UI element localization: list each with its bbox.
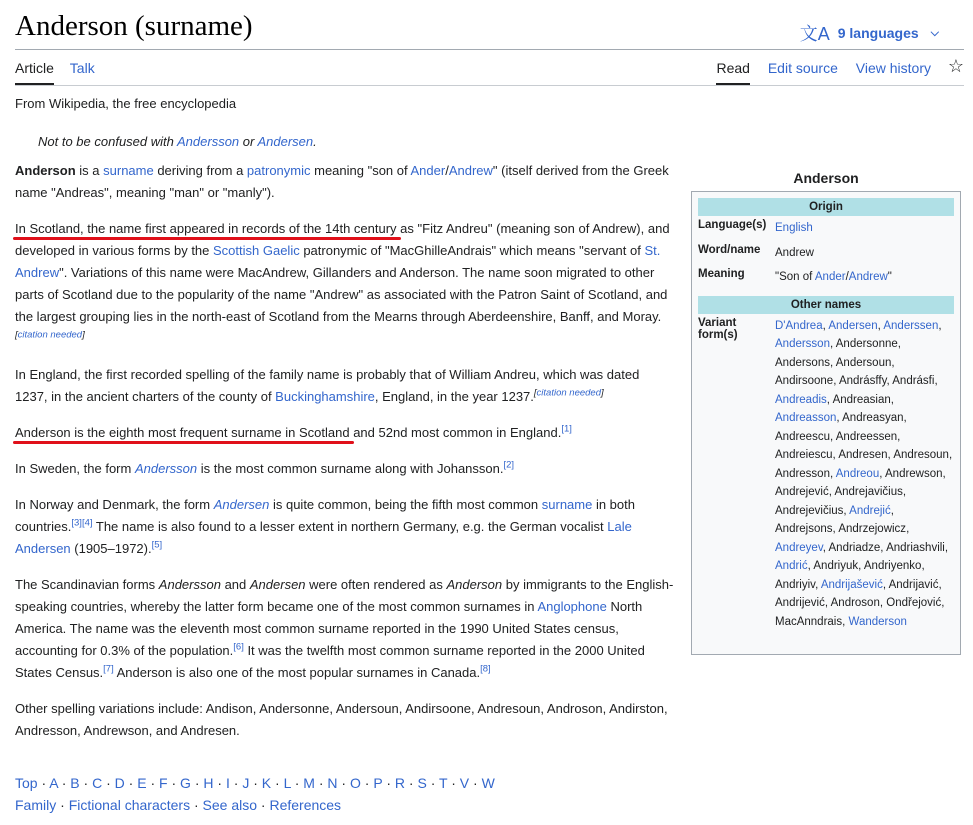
nav-link-top[interactable]: Top bbox=[15, 775, 38, 791]
variant-name: Ondřejović bbox=[886, 597, 942, 609]
nav-link-see-also[interactable]: See also bbox=[202, 797, 258, 813]
nav-link-family[interactable]: Family bbox=[15, 797, 57, 813]
variant-name: Andrewson bbox=[885, 467, 943, 480]
paragraph-intro: Anderson is a surname deriving from a patronymic meaning "son of Ander/Andrew" (itself derived from the Greek name "Andreas", meaning "man" or "manly"). bbox=[15, 163, 669, 200]
nav-separator: · bbox=[190, 775, 204, 791]
variant-name[interactable]: Andrejić bbox=[849, 504, 891, 517]
tab-edit-source[interactable]: Edit source bbox=[767, 60, 838, 76]
title-divider bbox=[15, 49, 964, 50]
paragraph-sweden: In Sweden, the form Andersson is the most common surname along with Johansson.[2] bbox=[15, 459, 515, 476]
languages-label: 9 languages bbox=[837, 25, 919, 41]
infobox-row-variants: Variant form(s) D'Andrea, Andersen, Anderssen, Andersson, Andersonne, Andersons, Andersoun, Andirsoone, Andrásffy, Andrásfi, Andreadis, Andreasian, Andreasson, Andreasyan, Andreescu, Andreessen, Andreiescu, Andresen, Andresoun, Andresson, Andreou, Andrewson, Andrejević, Andrejavičius, Andrejevičius, Andrejić, Andrejsons, Andrzejowicz, Andreyev, Andriadze, Andriashvili, Andrić, Andriyuk, Andriyenko, Andriyiv, Andrijašević, Andrijavić, Andrijević, Androson, Ondřejović, MacAnndrais, Wanderson bbox=[698, 314, 954, 635]
paragraph-scandinavian: The Scandinavian forms Andersson and Andersen were often rendered as Anderson by immigrants to the English-speaking countries, whereby the latter form became one of the most common surnames in Anglophone North America. The name was the eleventh most common surname reported in the 1990 United States census, accounting for 0.3% of the population.[6] It was the twelfth most common surname reported in the 2000 United States Census.[7] Anderson is also one of the most popular surnames in Canada.[8] bbox=[15, 577, 674, 680]
nav-separator: · bbox=[314, 775, 328, 791]
variant-name: Andriyiv bbox=[775, 578, 816, 591]
variant-name[interactable]: Andrić bbox=[775, 560, 808, 572]
nav-link-j[interactable]: J bbox=[242, 775, 250, 791]
nav-separator: · bbox=[290, 775, 304, 791]
variant-name[interactable]: Wanderson bbox=[848, 615, 907, 628]
nav-separator: · bbox=[360, 775, 374, 791]
view-tabs bbox=[702, 60, 931, 85]
nav-link-fictional-characters[interactable]: Fictional characters bbox=[68, 797, 191, 813]
tab-article[interactable]: Article bbox=[15, 60, 54, 85]
variant-name: Andriadze bbox=[828, 541, 881, 554]
variant-name: Andrásfi bbox=[892, 375, 935, 387]
alphabet-nav bbox=[15, 772, 495, 794]
nav-separator: · bbox=[249, 775, 262, 791]
variant-name: MacAnndrais bbox=[775, 615, 843, 628]
link-patronymic[interactable]: patronymic bbox=[246, 163, 311, 178]
reference-link[interactable]: [4] bbox=[81, 517, 93, 529]
variant-name: Andrejsons bbox=[775, 523, 833, 535]
variant-name[interactable]: Anderssen bbox=[883, 319, 939, 332]
hatnote-link-andersson[interactable]: Andersson bbox=[177, 134, 240, 149]
watch-star-icon[interactable]: ☆ bbox=[947, 56, 964, 76]
nav-link-d[interactable]: D bbox=[114, 775, 125, 791]
link-ander[interactable]: Ander bbox=[814, 271, 846, 283]
nav-link-references[interactable]: References bbox=[269, 797, 342, 813]
variant-name: Andrzejowicz bbox=[838, 523, 907, 535]
reference-link[interactable]: [7] bbox=[103, 663, 114, 675]
translate-icon: 文A bbox=[799, 24, 830, 44]
variant-name: Andrejevičius bbox=[775, 504, 844, 517]
nav-link-i[interactable]: I bbox=[225, 775, 230, 791]
nav-separator: · bbox=[79, 775, 93, 791]
variant-name[interactable]: Andreou bbox=[835, 467, 880, 480]
page-title: Anderson (surname) bbox=[15, 10, 253, 42]
nav-separator: · bbox=[213, 775, 226, 791]
variant-name[interactable]: D'Andrea bbox=[775, 319, 823, 332]
paragraph-norway: In Norway and Denmark, the form Andersen is quite common, being the fifth most common surname in both countries.[3][4] The name is also found to a lesser extent in northern Germany, e.g. the German vocalist Lale Andersen (1905–1972).[5] bbox=[15, 497, 635, 556]
nav-link-n[interactable]: N bbox=[327, 775, 338, 791]
link-anglophone[interactable]: Anglophone bbox=[537, 599, 607, 614]
underlined-highlight: In Scotland, the name first appeared in records of the 14th century bbox=[15, 221, 397, 236]
variant-name[interactable]: Andreadis bbox=[775, 393, 827, 406]
nav-link-o[interactable]: O bbox=[350, 775, 361, 791]
infobox-caption: Anderson bbox=[793, 170, 859, 186]
variant-name: Andrásffy bbox=[838, 375, 887, 387]
tab-talk[interactable]: Talk bbox=[69, 60, 95, 76]
citation-needed: [citation needed] bbox=[15, 329, 85, 341]
variant-name[interactable]: Andersen bbox=[828, 319, 878, 332]
variant-name: Andreescu bbox=[775, 430, 830, 443]
variant-name: Andresson bbox=[775, 467, 830, 480]
nav-link-e[interactable]: E bbox=[137, 775, 147, 791]
reference-link[interactable]: [6] bbox=[233, 641, 244, 653]
link-andrew[interactable]: Andrew bbox=[448, 163, 493, 178]
paragraph-variations: Other spelling variations include: Andison, Andersonne, Andersoun, Andirsoone, Andresoun, Androson, Andirston, Andresson, Andrewson, and Andresen. bbox=[15, 701, 668, 738]
variant-name: Andriyenko bbox=[863, 560, 922, 572]
hatnote-link-andersen[interactable]: Andersen bbox=[257, 134, 314, 149]
variant-name: Andriyuk bbox=[813, 560, 859, 572]
variant-name: Andreasian bbox=[832, 393, 891, 406]
variant-name: Andrijević bbox=[775, 597, 825, 609]
nav-separator: · bbox=[382, 775, 395, 791]
nav-separator: · bbox=[405, 775, 418, 791]
nav-link-h[interactable]: H bbox=[203, 775, 214, 791]
nav-separator: · bbox=[56, 797, 69, 813]
nav-separator: · bbox=[124, 775, 138, 791]
nav-separator: · bbox=[37, 775, 50, 791]
variant-name: Andreiescu bbox=[775, 449, 833, 461]
namespace-tabs bbox=[15, 60, 107, 85]
link-surname[interactable]: surname bbox=[103, 163, 154, 178]
nav-link-a[interactable]: A bbox=[49, 775, 58, 791]
nav-link-k[interactable]: K bbox=[261, 775, 272, 791]
nav-separator: · bbox=[469, 775, 482, 791]
underlined-highlight: Anderson is the eighth most frequent surname in Scotland bbox=[15, 425, 350, 440]
section-nav bbox=[15, 794, 495, 816]
variant-name: Andersoun bbox=[835, 356, 892, 369]
variant-name: Andresoun bbox=[893, 449, 949, 461]
languages-button[interactable] bbox=[800, 20, 939, 46]
reference-link[interactable]: [1] bbox=[561, 423, 572, 435]
article-body bbox=[15, 160, 675, 756]
link-scottish-gaelic[interactable]: Scottish Gaelic bbox=[213, 243, 300, 258]
nav-link-r[interactable]: R bbox=[394, 775, 406, 791]
infobox-row-language: Language(s) English bbox=[698, 219, 813, 234]
nav-separator: · bbox=[57, 775, 71, 791]
variant-name: Andriashvili bbox=[886, 541, 945, 554]
nav-link-m[interactable]: M bbox=[303, 775, 315, 791]
variant-name: Andrijavić bbox=[888, 578, 939, 591]
nav-link-s[interactable]: S bbox=[417, 775, 427, 791]
nav-separator: · bbox=[337, 775, 350, 791]
variant-name[interactable]: Andersson bbox=[775, 338, 830, 350]
nav-separator: · bbox=[271, 775, 284, 791]
nav-separator: · bbox=[102, 775, 115, 791]
nav-link-b[interactable]: B bbox=[70, 775, 80, 791]
site-tagline: From Wikipedia, the free encyclopedia bbox=[15, 96, 237, 111]
variant-name: Andresen bbox=[838, 449, 888, 461]
nav-link-p[interactable]: P bbox=[373, 775, 383, 791]
infobox-row-meaning: Meaning "Son of Ander/Andrew" bbox=[698, 268, 892, 283]
variant-name: Androson bbox=[830, 597, 880, 609]
variant-name: Andrejavičius bbox=[834, 486, 903, 498]
paragraph-england: In England, the first recorded spelling of the family name is probably that of William Andreu, which was dated 1237, in the ancient charters of the county of Buckinghamshire, England, in the year 1237.[citation needed] bbox=[15, 367, 640, 404]
paragraph-frequency: Anderson is the eighth most frequent surname in Scotland and 52nd most common in England.[1] bbox=[15, 423, 572, 440]
link-andersson[interactable]: Andersson bbox=[134, 461, 198, 476]
tab-view-history[interactable]: View history bbox=[855, 60, 931, 76]
nav-separator: · bbox=[229, 775, 243, 791]
nav-link-g[interactable]: G bbox=[180, 775, 191, 791]
link-andrew[interactable]: Andrew bbox=[848, 271, 888, 283]
tab-read[interactable]: Read bbox=[716, 60, 749, 85]
nav-link-c[interactable]: C bbox=[92, 775, 103, 791]
reference-link[interactable]: [3] bbox=[71, 517, 82, 529]
variant-name: Andirsoone bbox=[775, 375, 834, 387]
paragraph-scotland: In Scotland, the name first appeared in records of the 14th century as "Fitz Andreu" (meaning son of Andrew), and developed in various forms by the Scottish Gaelic patronymic of "MacGhilleAndrais" which means "servant of St. Andrew". Variations of this name were MacAndrew, Gillanders and Anderson. The name soon migrated to other parts of Scotland due to the popularity of the name "Andrew" as associated with the Patron Saint of Scotland, and the largest grouping lies in the north-east of Scotland from the Mearns through Aberdeenshire, Banff, and Moray.[citation needed] bbox=[15, 221, 670, 341]
variant-name: Andersons bbox=[775, 356, 830, 369]
tabs-divider bbox=[15, 85, 964, 86]
citation-needed: [citation needed] bbox=[533, 387, 604, 399]
nav-separator: · bbox=[426, 775, 440, 791]
link-andersen[interactable]: Andersen bbox=[213, 497, 270, 512]
nav-separator: · bbox=[146, 775, 160, 791]
nav-separator: · bbox=[447, 775, 460, 791]
link-buckinghamshire[interactable]: Buckinghamshire bbox=[275, 389, 375, 404]
variant-name: Andreasyan bbox=[842, 412, 904, 424]
infobox-header-origin: Origin bbox=[698, 198, 954, 216]
nav-link-l[interactable]: L bbox=[283, 775, 291, 791]
index-navigation bbox=[15, 772, 495, 816]
reference-link[interactable]: [8] bbox=[480, 663, 491, 675]
nav-link-w[interactable]: W bbox=[481, 775, 495, 791]
infobox-header-other-names: Other names bbox=[698, 296, 954, 314]
link-st-andrew[interactable]: St. Andrew bbox=[15, 243, 661, 280]
nav-link-v[interactable]: V bbox=[459, 775, 470, 791]
nav-separator: · bbox=[257, 797, 270, 813]
link-english[interactable]: English bbox=[775, 222, 813, 234]
infobox bbox=[691, 191, 961, 655]
variant-list: D'Andrea, Andersen, Anderssen, Andersson, Andersonne, Andersons, Andersoun, Andirsoone, Andrásffy, Andrásfi, Andreadis, Andreasian, Andreasson, Andreasyan, Andreescu, Andreessen, Andreiescu, Andresen, Andresoun, Andresson, Andreou, Andrewson, Andrejević, Andrejavičius, Andrejevičius, Andrejić, Andrejsons, Andrzejowicz, Andreyev, Andriadze, Andriashvili, Andrić, Andriyuk, Andriyenko, Andriyiv, Andrijašević, Andrijavić, Andrijević, Androson, Ondřejović, MacAnndrais, Wanderson bbox=[775, 319, 953, 628]
link-lale-andersen[interactable]: Lale Andersen bbox=[15, 519, 632, 556]
variant-name[interactable]: Andreasson bbox=[775, 412, 837, 424]
variant-name: Andreessen bbox=[835, 430, 898, 443]
nav-separator: · bbox=[190, 797, 203, 813]
hatnote: Not to be confused with Andersson or Andersen. bbox=[38, 134, 317, 149]
link-surname[interactable]: surname bbox=[541, 497, 593, 512]
variant-name[interactable]: Andreyev bbox=[775, 541, 823, 554]
reference-link[interactable]: [5] bbox=[151, 539, 163, 551]
nav-separator: · bbox=[167, 775, 181, 791]
nav-link-f[interactable]: F bbox=[159, 775, 168, 791]
chevron-down-icon: ⌵ bbox=[930, 26, 939, 39]
variant-name[interactable]: Andrijašević bbox=[820, 578, 883, 591]
variant-name: Andrejević bbox=[775, 486, 829, 498]
link-ander[interactable]: Ander bbox=[410, 163, 446, 178]
nav-link-t[interactable]: T bbox=[439, 775, 448, 791]
infobox-row-word: Word/name Andrew bbox=[698, 243, 814, 259]
reference-link[interactable]: [2] bbox=[503, 459, 515, 471]
variant-name: Andersonne bbox=[835, 338, 898, 350]
